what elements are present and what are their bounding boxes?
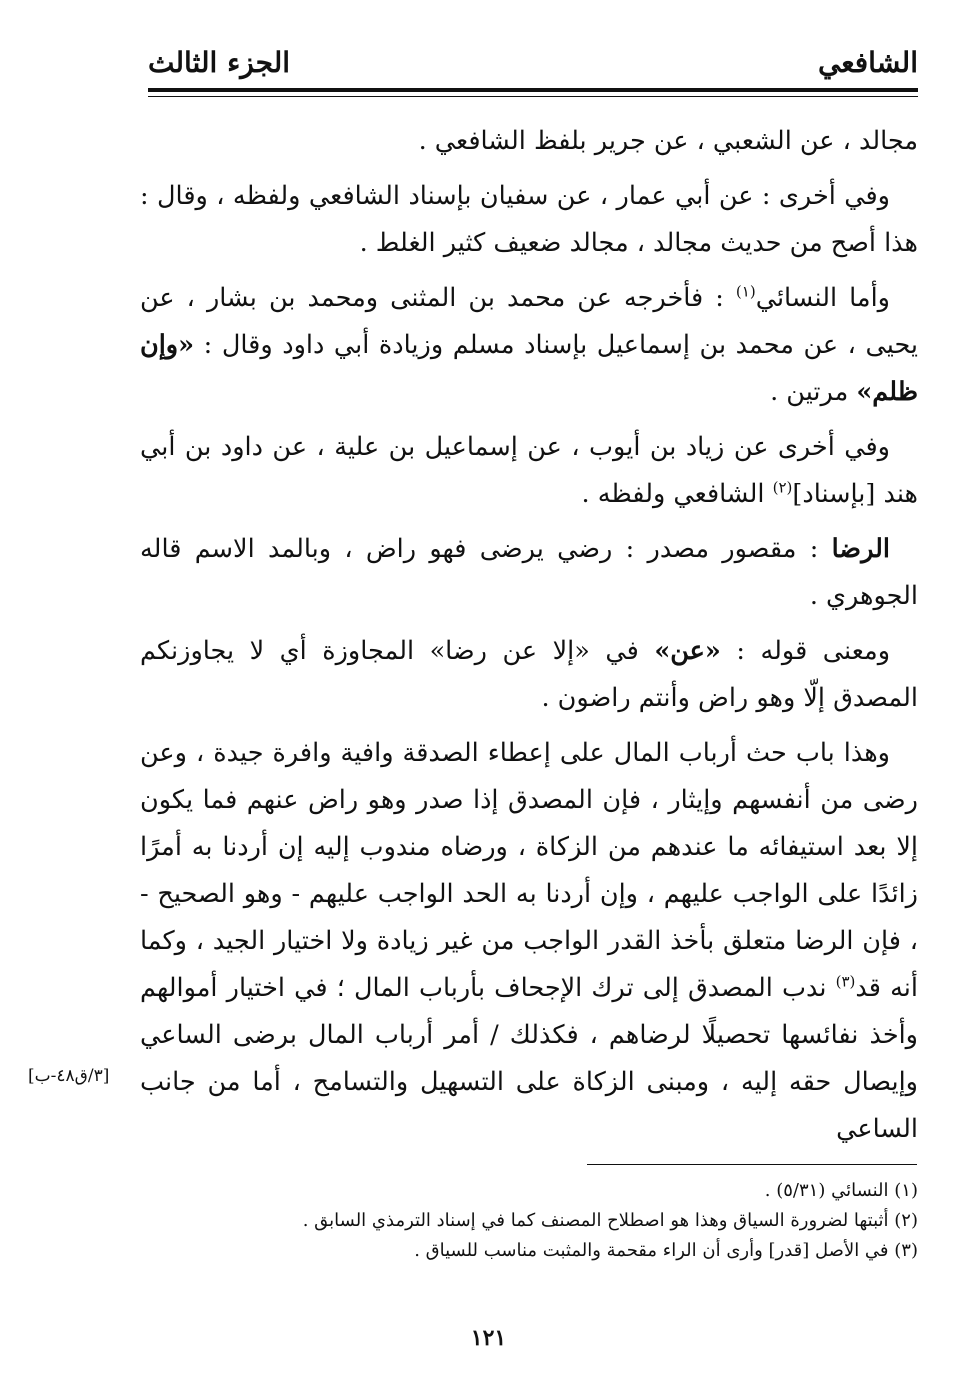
header-rule-thin <box>148 96 918 97</box>
paragraph-3-middle: : فأخرجه عن محمد بن المثنى ومحمد بن بشار ، عن يحيى ، عن محمد بن إسماعيل بإسناد مسلم وزيادة أبي داود وقال : <box>140 283 918 360</box>
paragraph-3-start: وأما النسائي <box>755 283 890 313</box>
paragraph-5 <box>140 526 918 620</box>
paragraph-7-start: وهذا باب حث أرباب المال على إعطاء الصدقة وافية وافرة جيدة ، وعن رضى من أنفسهم وإيثار ، فإن المصدق إذا صدر وهو راض عنهم فما يكون إلا بعد استيفائه ما عندهم من الزكاة ، ورضاه مندوب إليه إن أردنا به أمرًا زائدًا على الواجب عليهم ، وإن أردنا به الحد الواجب عليهم - وهو الصحيح - ، فإن الرضا متعلق بأخذ القدر الواجب من غير زيادة ولا اختيار الجيد ، وكما أنه قد <box>140 738 918 1003</box>
paragraph-1: مجالد ، عن الشعبي ، عن جرير بلفظ الشافعي . <box>418 126 918 156</box>
paragraph-3-end: مرتين . <box>770 377 857 407</box>
paragraph-6 <box>140 628 918 722</box>
paragraph-7-end: ندب المصدق إلى ترك الإجحاف بأرباب المال ؛ في اختيار أموالهم وأخذ نفائسها تحصيلًا لرضاهم ، فكذلك / أمر أرباب المال برضى الساعي وإيصال حقه إليه ، ومبنى الزكاة على التسهيل والتسامح ، أما من جانب الساعي <box>140 973 918 1144</box>
paragraph-4-end: الشافعي ولفظه . <box>581 479 773 509</box>
paragraph-5-term: الرضا <box>831 534 890 564</box>
paragraph-6-term: «عن» <box>654 636 721 666</box>
paragraph-6-start: ومعنى قوله : <box>720 636 891 666</box>
header-book-title: الشافعي <box>817 46 918 79</box>
paragraph-3 <box>140 275 918 416</box>
main-text <box>140 118 918 1161</box>
page-number: ١٢١ <box>470 1325 507 1351</box>
running-header <box>148 40 918 88</box>
footnote-ref-2[interactable]: (٢) <box>772 478 793 497</box>
paragraph-4 <box>140 424 918 518</box>
paragraph-3-quote: «وإن ظلم» <box>140 330 918 407</box>
footnote-2: (٢) أثبتها لضرورة السياق وهذا هو اصطلاح المصنف كما في إسناد الترمذي السابق . <box>302 1210 918 1231</box>
header-rule-thick <box>148 88 918 92</box>
paragraph-5-definition: : مقصور مصدر : رضي يرضى فهو راض ، وبالمد الاسم قاله الجوهري . <box>140 534 918 611</box>
paragraph-4-start: وفي أخرى عن زياد بن أيوب ، عن إسماعيل بن علية ، عن داود بن أبي هند [بإسناد] <box>140 432 918 509</box>
footnote-1: (١) النسائي (٥/٣١) . <box>764 1180 918 1201</box>
paragraph-2: وفي أخرى : عن أبي عمار ، عن سفيان بإسناد الشافعي ولفظه ، وقال : هذا أصح من حديث مجالد ، مجالد ضعيف كثير الغلط . <box>140 181 918 258</box>
footnote-ref-1[interactable]: (١) <box>735 282 756 301</box>
footnote-ref-3[interactable]: (٣) <box>835 972 856 991</box>
paragraph-6-end: في «إلا عن رضا» المجاوزة أي لا يجاوزنكم المصدق إلّا وهو راض وأنتم راضون . <box>140 636 918 713</box>
manuscript-folio-marker: [٣/ق٤٨-ب] <box>28 1066 110 1086</box>
paragraph-7 <box>140 730 918 1153</box>
footnote-separator <box>587 1164 917 1165</box>
footnotes <box>140 1176 918 1266</box>
footnote-3: (٣) في الأصل [قدر] وأرى أن الراء مقحمة والمثبت مناسب للسياق . <box>414 1240 918 1261</box>
header-volume-title: الجزء الثالث <box>148 46 291 79</box>
